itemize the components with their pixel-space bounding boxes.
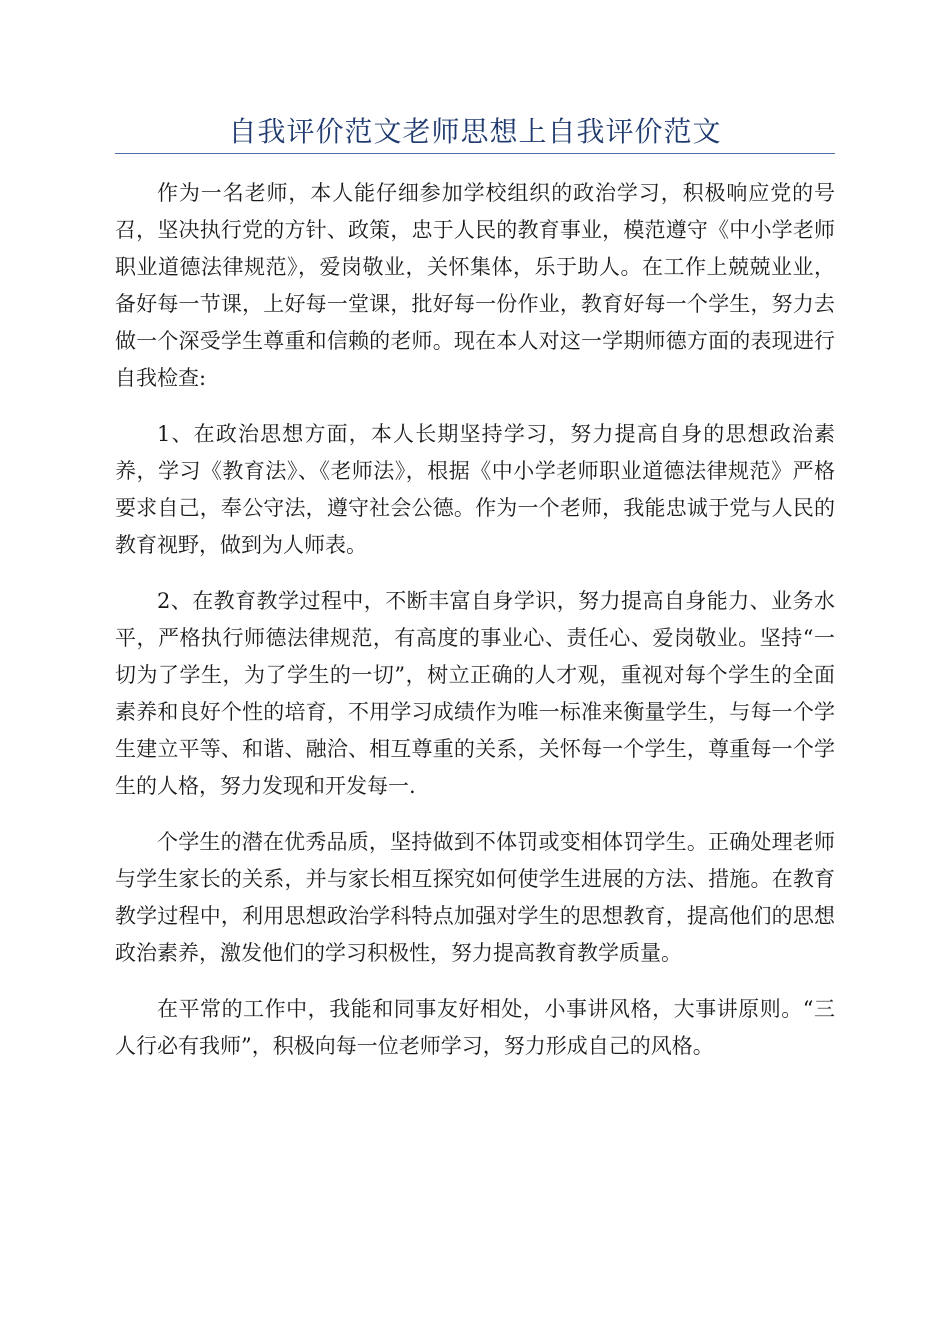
- document-body: [115, 175, 835, 1084]
- page-title: 自我评价范文老师思想上自我评价范文: [228, 115, 722, 148]
- paragraph: 作为一名老师，本人能仔细参加学校组织的政治学习，积极响应党的号召，坚决执行党的方针、政策，忠于人民的教育事业，模范遵守《中小学老师职业道德法律规范》，爱岗敬业，关怀集体，乐于助人。在工作上兢兢业业，备好每一节课，上好每一堂课，批好每一份作业，教育好每一个学生，努力去做一个深受学生尊重和信赖的老师。现在本人对这一学期师德方面的表现进行自我检查:: [115, 181, 835, 390]
- paragraph: 2、在教育教学过程中，不断丰富自身学识，努力提高自身能力、业务水平，严格执行师德法律规范，有高度的事业心、责任心、爱岗敬业。坚持“一切为了学生，为了学生的一切”，树立正确的人才观，重视对每个学生的全面素养和良好个性的培育，不用学习成绩作为唯一标准来衡量学生，与每一个学生建立平等、和谐、融洽、相互尊重的关系，关怀每一个学生，尊重每一个学生的人格，努力发现和开发每一.: [115, 589, 835, 798]
- title-divider: [115, 153, 835, 154]
- paragraph: 在平常的工作中，我能和同事友好相处，小事讲风格，大事讲原则。“三人行必有我师”，积极向每一位老师学习，努力形成自己的风格。: [115, 997, 835, 1058]
- paragraph: 个学生的潜在优秀品质，坚持做到不体罚或变相体罚学生。正确处理老师与学生家长的关系，并与家长相互探究如何使学生进展的方法、措施。在教育教学过程中，利用思想政治学科特点加强对学生的思想教育，提高他们的思想政治素养，激发他们的学习积极性，努力提高教育教学质量。: [115, 830, 835, 965]
- paragraph: 1、在政治思想方面，本人长期坚持学习，努力提高自身的思想政治素养，学习《教育法》、《老师法》，根据《中小学老师职业道德法律规范》严格要求自己，奉公守法，遵守社会公德。作为一个老师，我能忠诚于党与人民的教育视野，做到为人师表。: [115, 422, 835, 557]
